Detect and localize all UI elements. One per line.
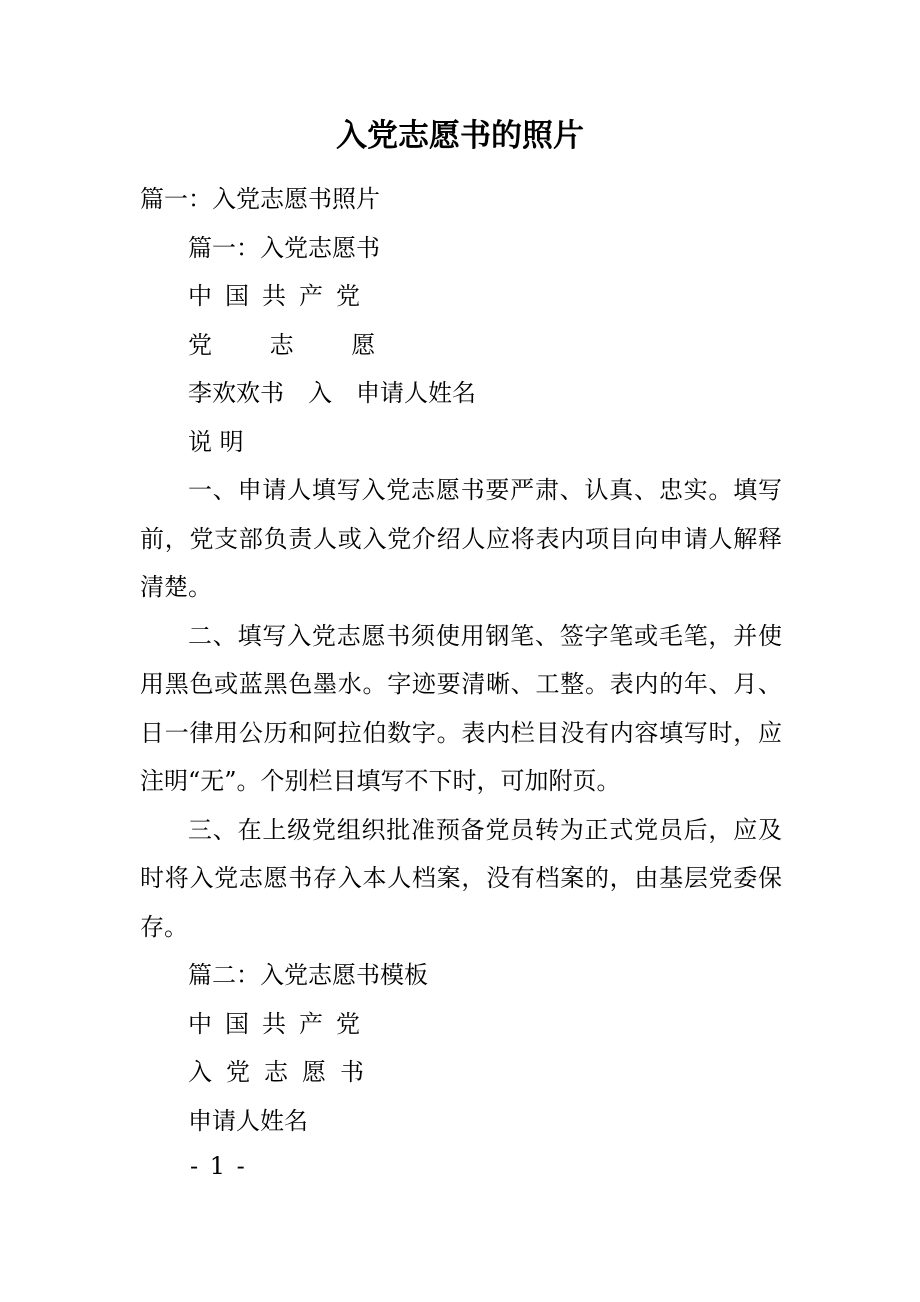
party-name-line: 中国共产党 xyxy=(188,282,373,310)
page-number: - 1 - xyxy=(190,1152,247,1180)
form-title-line: 党 志 愿 xyxy=(188,330,401,359)
section-heading: 篇一：入党志愿书照片 xyxy=(140,185,380,213)
document-body xyxy=(140,175,782,1145)
instruction-paragraph: 三、在上级党组织批准预备党员转为正式党员后，应及时将入党志愿书存入本人档案，没有档案的，由基层党委保存。 xyxy=(140,815,782,941)
instructions-heading: 说 明 xyxy=(188,427,244,456)
applicant-line: 李欢欢书 入 申请人姓名 xyxy=(188,379,476,407)
form-title-line: 入党志愿书 xyxy=(188,1058,378,1086)
subsection-heading: 篇一：入党志愿书 xyxy=(188,233,380,262)
subsection-heading: 篇二：入党志愿书模板 xyxy=(188,961,428,989)
document-title: 入党志愿书的照片 xyxy=(336,118,584,154)
instruction-paragraph: 一、申请人填写入党志愿书要严肃、认真、忠实。填写前，党支部负责人或入党介绍人应将表内项目向申请人解释清楚。 xyxy=(140,476,782,601)
applicant-line: 申请人姓名 xyxy=(188,1106,308,1135)
party-name-line: 中国共产党 xyxy=(188,1009,373,1038)
instruction-paragraph: 二、填写入党志愿书须使用钢笔、签字笔或毛笔，并使用黑色或蓝黑色墨水。字迹要清晰、工整。表内的年、月、日一律用公历和阿拉伯数字。表内栏目没有内容填写时，应注明“无”。个别栏目填写不下时，可加附页。 xyxy=(140,621,782,795)
